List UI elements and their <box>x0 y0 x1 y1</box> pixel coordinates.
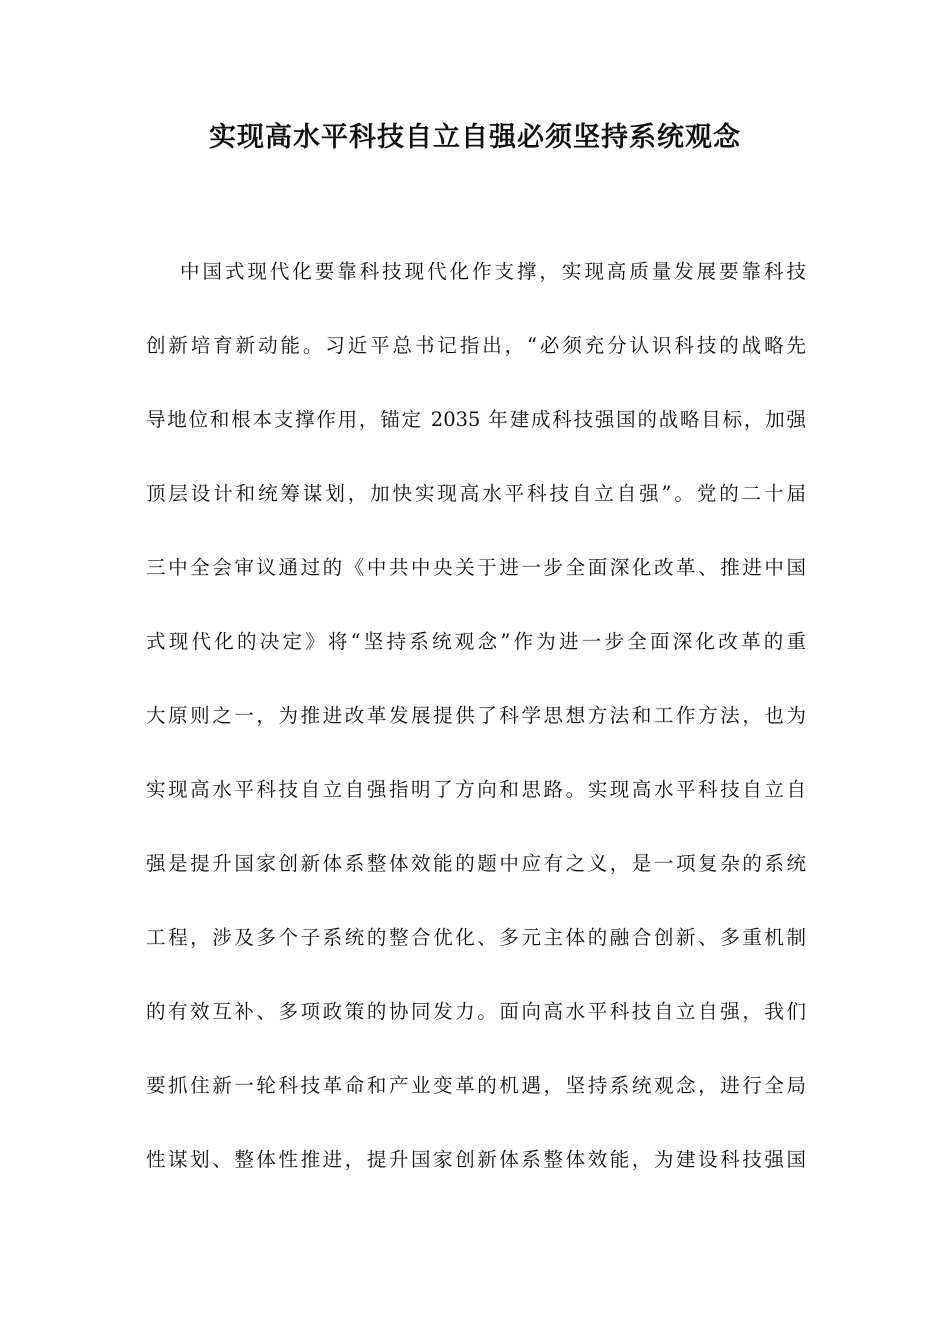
body-line: 的有效互补、多项政策的协同发力。面向高水平科技自立自强，我们 <box>146 1000 806 1023</box>
body-line: 大原则之一，为推进改革发展提供了科学思想方法和工作方法，也为 <box>146 704 806 727</box>
body-line: 强是提升国家创新体系整体效能的题中应有之义，是一项复杂的系统 <box>146 852 806 875</box>
body-line: 三中全会审议通过的《中共中央关于进一步全面深化改革、推进中国 <box>146 556 806 579</box>
body-line: 性谋划、整体性推进，提升国家创新体系整体效能，为建设科技强国 <box>146 1148 806 1171</box>
body-line: 创新培育新动能。习近平总书记指出，“必须充分认识科技的战略先 <box>146 334 806 357</box>
body-line: 要抓住新一轮科技革命和产业变革的机遇，坚持系统观念，进行全局 <box>146 1074 806 1097</box>
body-line: 顶层设计和统筹谋划，加快实现高水平科技自立自强”。党的二十届 <box>146 482 806 505</box>
body-line: 式现代化的决定》将“坚持系统观念”作为进一步全面深化改革的重 <box>146 630 806 653</box>
body-line: 中国式现代化要靠科技现代化作支撑，实现高质量发展要靠科技 <box>180 260 806 283</box>
body-line: 工程，涉及多个子系统的整合优化、多元主体的融合创新、多重机制 <box>146 926 806 949</box>
document-title: 实现高水平科技自立自强必须坚持系统观念 <box>209 122 741 153</box>
body-line: 导地位和根本支撑作用，锚定 2035 年建成科技强国的战略目标，加强 <box>146 408 806 431</box>
body-line: 实现高水平科技自立自强指明了方向和思路。实现高水平科技自立自 <box>146 778 806 801</box>
